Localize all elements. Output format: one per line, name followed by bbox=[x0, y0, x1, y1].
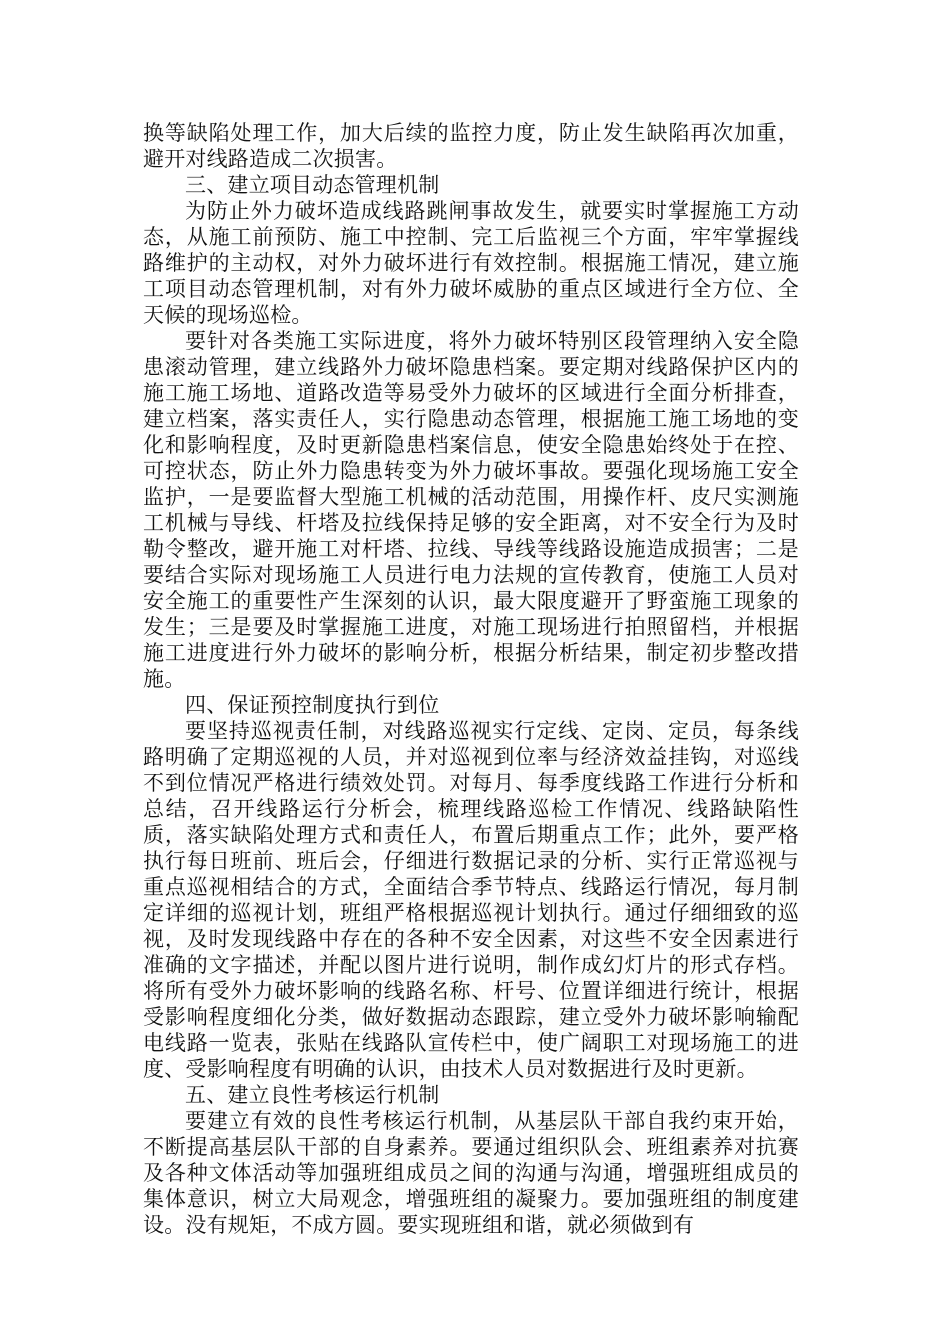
section-heading-4: 四、保证预控制度执行到位 bbox=[185, 693, 440, 717]
section-heading-5: 五、建立良性考核运行机制 bbox=[185, 1083, 440, 1107]
paragraph: 要建立有效的良性考核运行机制，从基层队干部自我约束开始，不断提高基层队干部的自身素养。要通过组织队会、班组素养对抗赛及各种文体活动等加强班组成员之间的沟通与沟通，增强班组成员的集体意识，树立大局观念，增强班组的凝聚力。要加强班组的制度建设。没有规矩，不成方圆。要实现班组和谐，就必须做到有 bbox=[143, 1109, 799, 1237]
section-heading-3: 三、建立项目动态管理机制 bbox=[185, 173, 440, 197]
document-page bbox=[143, 120, 799, 1238]
paragraph-continuation: 换等缺陷处理工作，加大后续的监控力度，防止发生缺陷再次加重，避开对线路造成二次损害。 bbox=[143, 121, 799, 171]
paragraph: 要坚持巡视责任制，对线路巡视实行定线、定岗、定员，每条线路明确了定期巡视的人员，并对巡视到位率与经济效益挂钩，对巡线不到位情况严格进行绩效处罚。对每月、每季度线路工作进行分析和总结，召开线路运行分析会，梳理线路巡检工作情况、线路缺陷性质，落实缺陷处理方式和责任人，布置后期重点工作；此外，要严格执行每日班前、班后会，仔细进行数据记录的分析、实行正常巡视与重点巡视相结合的方式，全面结合季节特点、线路运行情况，每月制定详细的巡视计划，班组严格根据巡视计划执行。通过仔细细致的巡视，及时发现线路中存在的各种不安全因素，对这些不安全因素进行准确的文字描述，并配以图片进行说明，制作成幻灯片的形式存档。将所有受外力破坏影响的线路名称、杆号、位置详细进行统计，根据受影响程度细化分类，做好数据动态跟踪，建立受外力破坏影响输配电线路一览表，张贴在线路队宣传栏中，使广阔职工对现场施工的进度、受影响程度有明确的认识，由技术人员对数据进行及时更新。 bbox=[143, 719, 799, 1081]
paragraph: 为防止外力破坏造成线路跳闸事故发生，就要实时掌握施工方动态，从施工前预防、施工中控制、完工后监视三个方面，牢牢掌握线路维护的主动权，对外力破坏进行有效控制。根据施工情况，建立施工项目动态管理机制，对有外力破坏威胁的重点区域进行全方位、全天候的现场巡检。 bbox=[143, 199, 799, 327]
paragraph: 要针对各类施工实际进度，将外力破坏特别区段管理纳入安全隐患滚动管理，建立线路外力破坏隐患档案。要定期对线路保护区内的施工施工场地、道路改造等易受外力破坏的区域进行全面分析排查，建立档案，落实责任人，实行隐患动态管理，根据施工施工场地的变化和影响程度，及时更新隐患档案信息，使安全隐患始终处于在控、可控状态，防止外力隐患转变为外力破坏事故。要强化现场施工安全监护，一是要监督大型施工机械的活动范围，用操作杆、皮尺实测施工机械与导线、杆塔及拉线保持足够的安全距离，对不安全行为及时勒令整改，避开施工对杆塔、拉线、导线等线路设施造成损害；二是要结合实际对现场施工人员进行电力法规的宣传教育，使施工人员对安全施工的重要性产生深刻的认识，最大限度避开了野蛮施工现象的发生；三是要及时掌握施工进度，对施工现场进行拍照留档，并根据施工进度进行外力破坏的影响分析，根据分析结果，制定初步整改措施。 bbox=[143, 329, 799, 691]
